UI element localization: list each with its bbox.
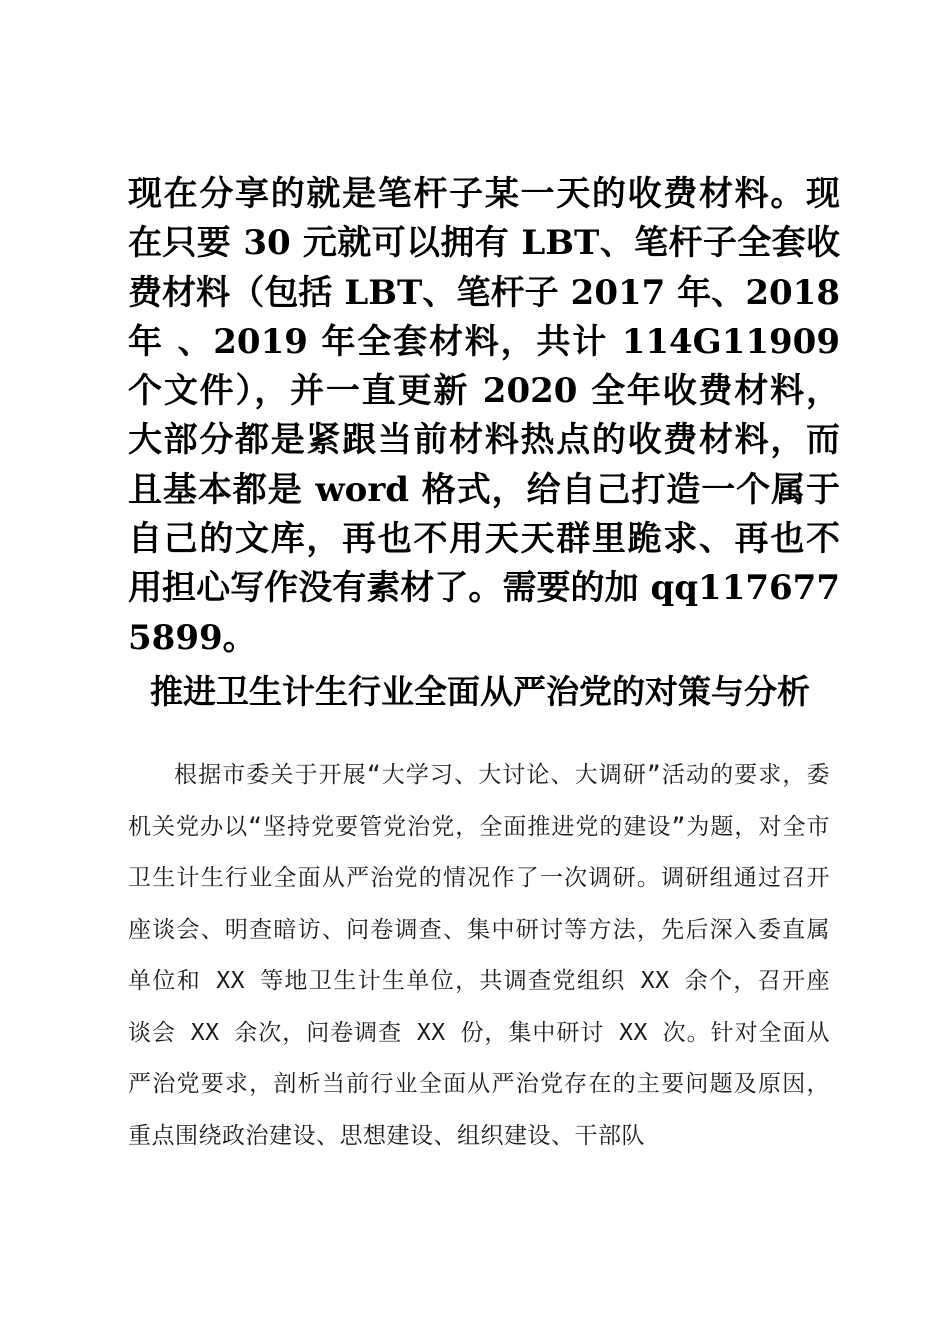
body-paragraph: 根据市委关于开展“大学习、大讨论、大调研”活动的要求，委机关党办以“坚持党要管党治党，全面推进党的建设”为题，对全市卫生计生行业全面从严治党的情况作了一次调研。调研组通过召开座谈会、明查暗访、问卷调查、集中研讨等方法，先后深入委直属单位和 XX 等地卫生计生单位，共调查党组织 XX 余个，召开座谈会 XX 余次，问卷调查 XX 份，集中研讨 XX 次。针对全面从严治党要求，剖析当前行业全面从严治党存在的主要问题及原因，重点围绕政治建设、思想建设、组织建设、干部队 [128,762,830,1149]
promo-paragraph: 现在分享的就是笔杆子某一天的收费材料。现在只要 30 元就可以拥有 LBT、笔杆子全套收费材料（包括 LBT、笔杆子 2017 年、2018 年 、2019 年全套材料，共计 114G11909 个文件），并一直更新 2020 全年收费材料，大部分都是紧跟当前材料热点的收费材料，而且基本都是 word 格式，给自己打造一个属于自己的文库，再也不用天天群里跪求、再也不用担心写作没有素材了。需要的加 qq1176775899。 [128,174,840,658]
document-title: 推进卫生计生行业全面从严治党的对策与分析 [150,672,810,711]
